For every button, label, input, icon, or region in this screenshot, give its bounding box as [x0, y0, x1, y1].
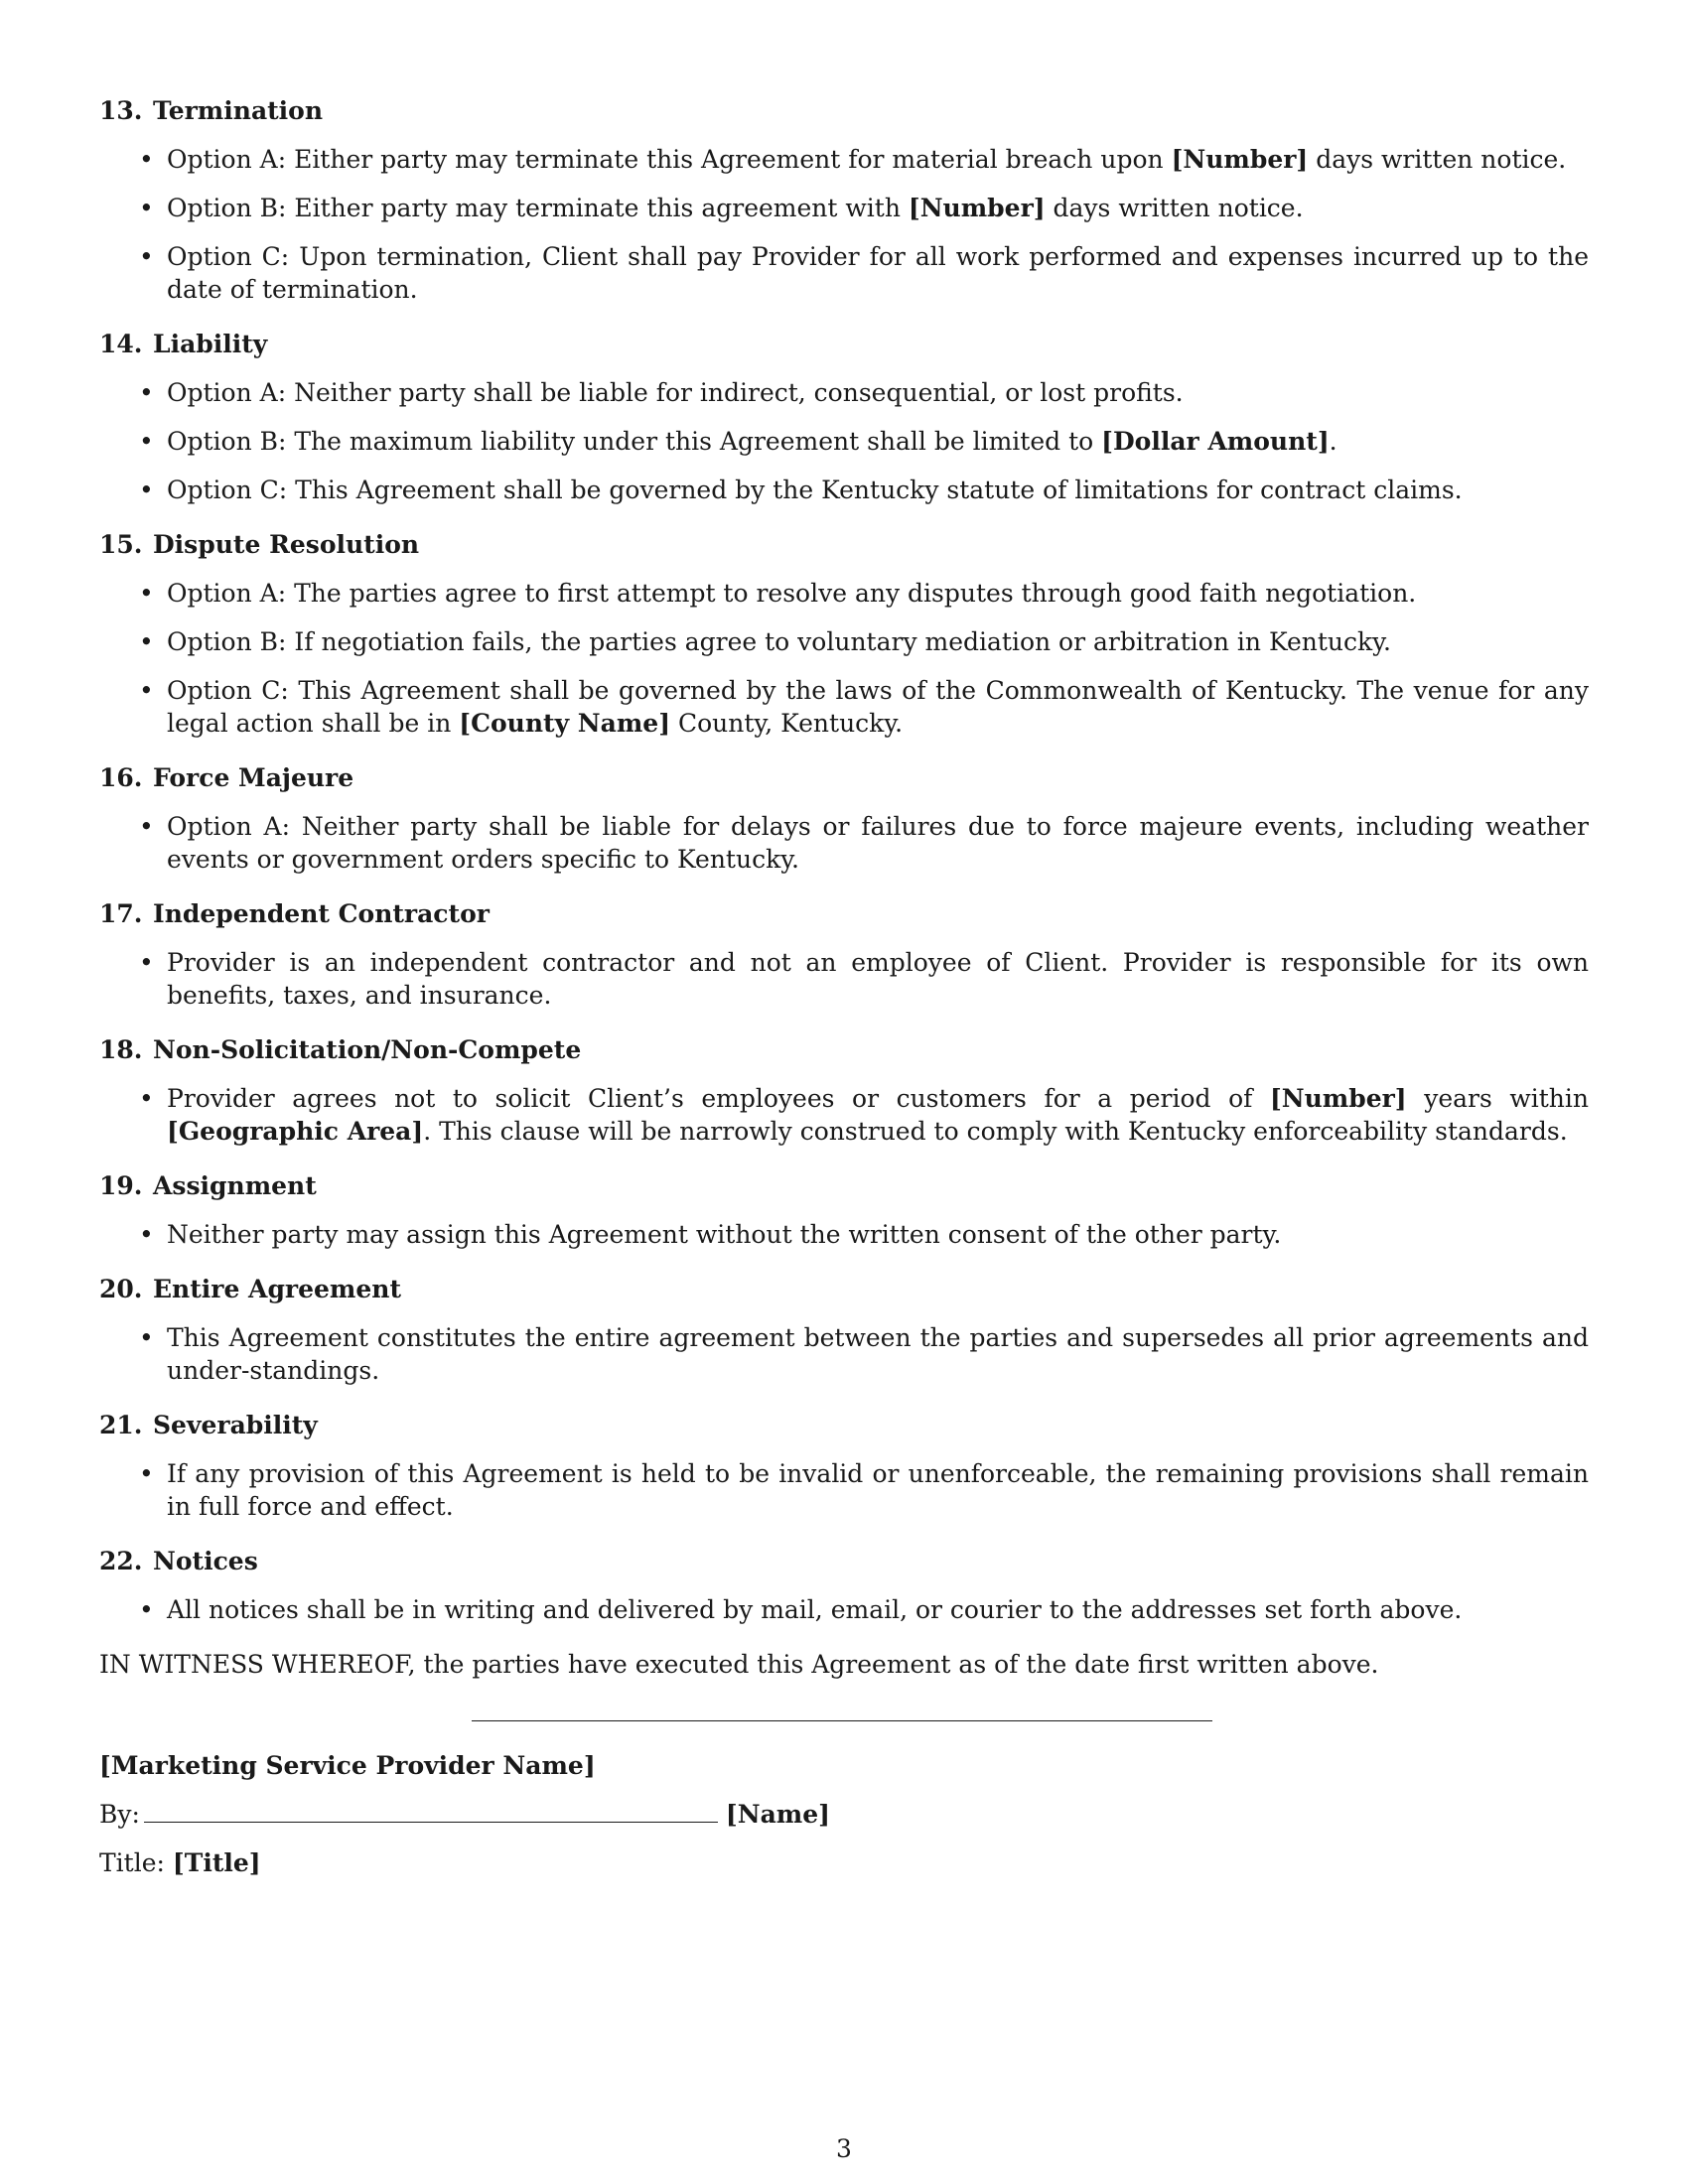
item-text: Option C: Upon termination, Client shall pay Provider for all work performed and expenses incurred up to the date of termination.: [167, 242, 1589, 304]
section-number: 19.: [99, 1171, 143, 1200]
bullet-list: [99, 1321, 1589, 1387]
section-heading: [99, 328, 1589, 360]
section-number: 20.: [99, 1275, 143, 1303]
signer-title: [Title]: [172, 1848, 261, 1877]
bullet-list: [99, 810, 1589, 876]
section-heading: [99, 94, 1589, 127]
section-22: [99, 1545, 1589, 1626]
item-text: days written notice.: [1045, 194, 1304, 222]
provider-name: [Marketing Service Provider Name]: [99, 1751, 596, 1780]
bullet-list: [99, 376, 1589, 506]
list-item: [99, 1082, 1589, 1148]
list-item: [99, 946, 1589, 1012]
bullet-list: [99, 1082, 1589, 1148]
section-20: [99, 1273, 1589, 1387]
item-text: .: [1329, 427, 1337, 456]
document-page: [99, 94, 1589, 1879]
list-item: [99, 143, 1589, 176]
list-item: [99, 674, 1589, 740]
witness-statement: IN WITNESS WHEREOF, the parties have executed this Agreement as of the date first written above.: [99, 1650, 1379, 1679]
item-text: Option C: This Agreement shall be governed by the Kentucky statute of limitations for contract claims.: [167, 476, 1463, 504]
item-text: Neither party may assign this Agreement without the written consent of the other party.: [167, 1220, 1282, 1249]
section-heading: [99, 897, 1589, 930]
placeholder-field: [County Name]: [459, 709, 671, 738]
list-item: [99, 577, 1589, 610]
item-text: Option A: Neither party shall be liable for indirect, consequential, or lost profits.: [167, 378, 1184, 407]
list-item: [99, 625, 1589, 658]
section-17: [99, 897, 1589, 1012]
section-18: [99, 1033, 1589, 1148]
section-number: 14.: [99, 330, 143, 358]
section-title: Entire Agreement: [153, 1275, 401, 1303]
section-heading: [99, 1033, 1589, 1066]
section-title: Liability: [153, 330, 268, 358]
bullet-list: [99, 1218, 1589, 1251]
item-text: Option B: If negotiation fails, the parties agree to voluntary mediation or arbitration in Kentucky.: [167, 627, 1391, 656]
item-text: This Agreement constitutes the entire agreement between the parties and supersedes all prior agreements and under-standings.: [167, 1323, 1589, 1385]
section-number: 21.: [99, 1411, 143, 1439]
section-number: 17.: [99, 899, 143, 928]
section-number: 22.: [99, 1547, 143, 1575]
list-item: [99, 810, 1589, 876]
section-title: Force Majeure: [153, 763, 354, 792]
item-text: Provider agrees not to solicit Client’s employees or customers for a period of: [167, 1084, 1270, 1113]
section-19: [99, 1169, 1589, 1251]
section-title: Dispute Resolution: [153, 530, 420, 559]
signature-title-row: [99, 1846, 1589, 1879]
sections-container: [99, 94, 1589, 1626]
item-text: Option B: Either party may terminate this agreement with: [167, 194, 909, 222]
item-text: days written notice.: [1308, 145, 1567, 174]
section-number: 16.: [99, 763, 143, 792]
signature-rule: [472, 1720, 1212, 1721]
section-title: Notices: [153, 1547, 258, 1575]
section-number: 13.: [99, 96, 143, 125]
placeholder-field: [Number]: [908, 194, 1046, 222]
list-item: [99, 425, 1589, 458]
section-heading: [99, 528, 1589, 561]
placeholder-field: [Dollar Amount]: [1101, 427, 1330, 456]
item-text: County, Kentucky.: [670, 709, 904, 738]
list-item: [99, 474, 1589, 506]
list-item: [99, 192, 1589, 224]
placeholder-field: [Number]: [1269, 1084, 1407, 1113]
section-heading: [99, 761, 1589, 794]
section-title: Non-Solicitation/Non-Compete: [153, 1035, 582, 1064]
bullet-list: [99, 1457, 1589, 1523]
section-heading: [99, 1169, 1589, 1202]
section-15: [99, 528, 1589, 740]
item-text: If any provision of this Agreement is held to be invalid or unenforceable, the remaining provisions shall remain in full force and effect.: [167, 1459, 1589, 1521]
bullet-list: [99, 143, 1589, 306]
signature-by-row: [99, 1798, 1589, 1831]
item-text: Option C: This Agreement shall be governed by the laws of the Commonwealth of Kentucky. The venue for any legal action shall be in: [167, 676, 1589, 738]
bullet-list: [99, 1593, 1589, 1626]
bullet-list: [99, 946, 1589, 1012]
section-title: Termination: [153, 96, 324, 125]
list-item: [99, 1457, 1589, 1523]
item-text: Option A: Neither party shall be liable for delays or failures due to force majeure events, including weather events or government orders specific to Kentucky.: [167, 812, 1589, 874]
item-text: Option B: The maximum liability under this Agreement shall be limited to: [167, 427, 1102, 456]
signature-line: [144, 1800, 718, 1823]
list-item: [99, 376, 1589, 409]
section-13: [99, 94, 1589, 306]
section-21: [99, 1409, 1589, 1523]
item-text: Option A: The parties agree to first attempt to resolve any disputes through good faith negotiation.: [167, 579, 1417, 608]
section-number: 15.: [99, 530, 143, 559]
section-title: Assignment: [153, 1171, 317, 1200]
page-number: 3: [836, 2134, 852, 2163]
section-title: Severability: [153, 1411, 318, 1439]
title-label: Title:: [99, 1848, 165, 1877]
item-text: years within: [1406, 1084, 1589, 1113]
list-item: [99, 240, 1589, 306]
item-text: . This clause will be narrowly construed to comply with Kentucky enforceability standards.: [423, 1117, 1568, 1146]
section-heading: [99, 1545, 1589, 1577]
by-label: By:: [99, 1800, 140, 1829]
item-text: All notices shall be in writing and delivered by mail, email, or courier to the addresses set forth above.: [167, 1595, 1463, 1624]
section-heading: [99, 1273, 1589, 1305]
placeholder-field: [Geographic Area]: [167, 1117, 424, 1146]
section-14: [99, 328, 1589, 506]
list-item: [99, 1218, 1589, 1251]
section-title: Independent Contractor: [153, 899, 490, 928]
section-heading: [99, 1409, 1589, 1441]
list-item: [99, 1321, 1589, 1387]
section-number: 18.: [99, 1035, 143, 1064]
placeholder-field: [Number]: [1171, 145, 1309, 174]
item-text: Provider is an independent contractor and not an employee of Client. Provider is responsible for its own benefits, taxes, and insurance.: [167, 948, 1589, 1010]
list-item: [99, 1593, 1589, 1626]
bullet-list: [99, 577, 1589, 740]
section-16: [99, 761, 1589, 876]
signer-name: [Name]: [725, 1800, 830, 1829]
item-text: Option A: Either party may terminate this Agreement for material breach upon: [167, 145, 1172, 174]
